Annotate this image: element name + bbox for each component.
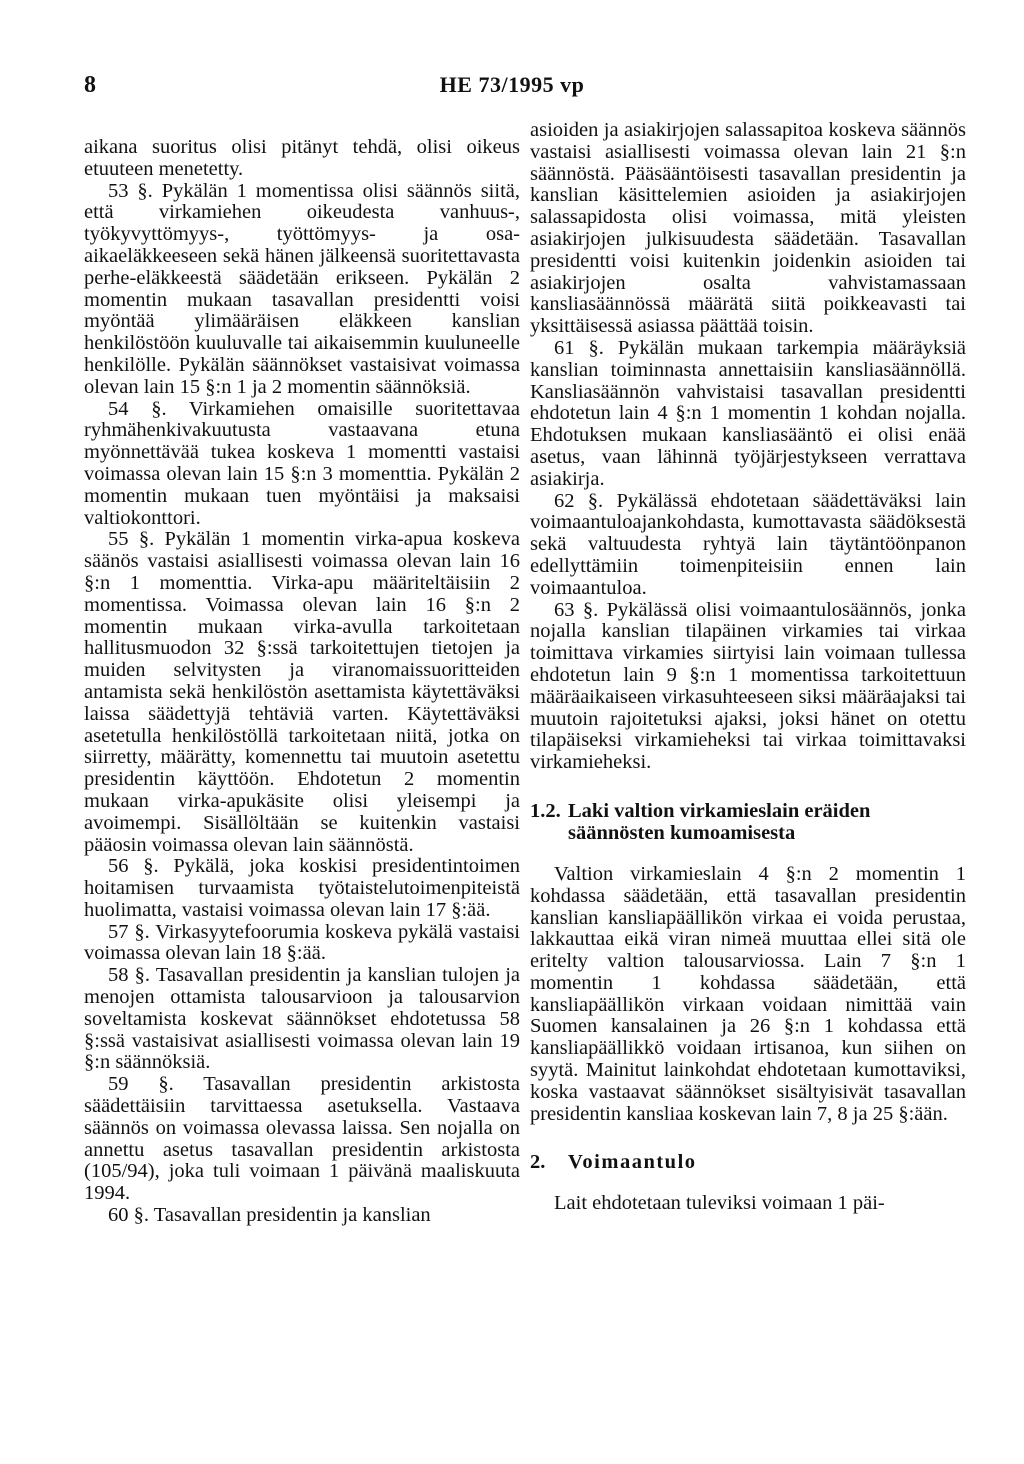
paragraph-56: 56 §. Pykälä, joka koskisi presidentintoimen hoitamisen turvaamista työtaistelutoimenpiteistä huolimatta, vastaisi voimassa olevan lain 17 §:ää. bbox=[84, 855, 520, 921]
section-heading-2 bbox=[530, 1151, 966, 1173]
paragraph: Lait ehdotetaan tuleviksi voimaan 1 päi- bbox=[554, 1192, 885, 1215]
paragraph: asioiden ja asiakirjojen salassapitoa koskeva säännös vastaisi asiallisesti voimassa olevan lain 21 §:n säännöstä. Pääsääntöisesti tasavallan presidentin ja kanslian käsittelemien asioiden ja asiakirjojen salassapidosta olisi voimassa, mitä yleisten asiakirjojen julkisuudesta säädetään. Tasavallan presidentti voisi kuitenkin joidenkin asioiden tai asiakirjojen osalta vahvistamassaan kansliasäännössä määrätä siitä poikkeavasti tai yksittäisessä asiassa päättää toisin. bbox=[530, 119, 966, 338]
left-column bbox=[84, 137, 520, 1227]
paragraph-61: 61 §. Pykälän mukaan tarkempia määräyksiä kanslian toiminnasta annettaisiin kansliasäännöllä. Kansliasäännön vahvistaisi tasavallan presidentti ehdotetun lain 4 §:n 1 momentin 1 kohdan nojalla. Ehdotuksen mukaan kansliasääntö ei olisi enää asetus, vaan lähinnä työjärjestykseen verrattava asiakirja. bbox=[530, 336, 966, 490]
document-id: HE 73/1995 vp bbox=[439, 72, 585, 97]
paragraph-54: 54 §. Virkamiehen omaisille suoritettavaa ryhmähenkivakuutusta vastaavana etuna myönnettävää tukea koskeva 1 momentti vastaisi voimassa olevan lain 15 §:n 3 momenttia. Pykälän 2 momentin mukaan tuen myöntäisi ja maksaisi valtiokonttori. bbox=[84, 397, 520, 529]
section-title: Laki valtion virkamieslain eräiden säännösten kumoamisesta bbox=[568, 799, 871, 844]
paragraph-63: 63 §. Pykälässä olisi voimaantulosäännös, jonka nojalla kanslian tilapäinen virkamies tai virkaa toimittava virkamies siirtyisi lain voimaan tullessa ehdotetun lain 9 §:n 1 momentissa tarkoitettuun määräaikaiseen virkasuhteeseen siksi määräajaksi tai muutoin rajoitetuksi ajaksi, joksi hänet on otettu tilapäiseksi virkamieheksi tai virkaa toimittavaksi virkamieheksi. bbox=[530, 598, 966, 774]
section-number: 1.2. bbox=[530, 799, 561, 822]
paragraph-55: 55 §. Pykälän 1 momentin virka-apua koskeva säänös vastaisi asiallisesti voimassa olevan lain 16 §:n 1 momenttia. Virka-apu määriteltäisiin 2 momentissa. Voimassa olevan lain 16 §:n 2 momentin mukaan virka-avulla tarkoitetaan hallitusmuodon 32 §:ssä tarkoitettujen tietojen ja muiden selvitysten ja viranomaissuoritteiden antamista sekä henkilöstön asettamista käytettäväksi laissa säädettyjä tehtäviä varten. Käytettäväksi asetetulla henkilöstöllä tarkoitetaan niitä, jotka on siirretty, määrätty, komennettu tai muutoin asetettu presidentin käyttöön. Ehdotetun 2 momentin mukaan virka-apukäsite olisi yleisempi ja avoimempi. Sisällöltään se kuitenkin vastaisi pääosin voimassa olevan lain säännöstä. bbox=[84, 528, 520, 856]
paragraph-57: 57 §. Virkasyytefoorumia koskeva pykälä vastaisi voimassa olevan lain 18 §:ää. bbox=[84, 920, 520, 965]
section-heading-1-2 bbox=[530, 800, 966, 844]
section-title: Voimaantulo bbox=[568, 1151, 697, 1174]
paragraph-59: 59 §. Tasavallan presidentin arkistosta säädettäisiin tarvittaessa asetuksella. Vastaava säännös on voimassa olevassa laissa. Sen nojalla on annettu asetus tasavallan presidentin arkistosta (105/94), joka tuli voimaan 1 päivänä maaliskuuta 1994. bbox=[84, 1073, 520, 1205]
paragraph-58: 58 §. Tasavallan presidentin ja kanslian tulojen ja menojen ottamista talousarvioon ja talousarvion soveltamista koskevat säännökset ehdotetussa 58 §:ssä vastaisivat asiallisesti voimassa olevan lain 19 §:n säännöksiä. bbox=[84, 964, 520, 1074]
paragraph-53: 53 §. Pykälän 1 momentissa olisi säännös siitä, että virkamiehen oikeudesta vanhuus-, työkyvyttömyys-, työttömyys- ja osa-aikaeläkkeeseen sekä hänen jälkeensä suoritettavasta perhe-eläkkeestä säädetään erikseen. Pykälän 2 momentin mukaan tasavallan presidentti voisi myöntää ylimääräisen eläkkeen kanslian henkilöstöön kuuluvalle tai aikaisemmin kuuluneelle henkilölle. Pykälän säännökset vastaisivat voimassa olevan lain 15 §:n 1 ja 2 momentin säännöksiä. bbox=[84, 179, 520, 398]
section-number: 2. bbox=[530, 1151, 546, 1174]
page-number: 8 bbox=[84, 72, 96, 98]
paragraph: Valtion virkamieslain 4 §:n 2 momentin 1 kohdassa säädetään, että tasavallan presidentin kanslian kansliapäällikön virkaa ei voida perustaa, lakkauttaa eikä viran nimeä muuttaa ellei sitä ole eritelty valtion talousarviossa. Lain 7 §:n 1 momentin 1 kohdassa säädetään, että kansliapäällikön virkaan voidaan nimittää vain Suomen kansalainen ja 26 §:n 1 kohdassa että kansliapäällikkö voidaan irtisanoa, kun siihen on syytä. Mainitut lainkohdat ehdotetaan kumottaviksi, koska vastaavat säännökset sisältyisivät tasavallan presidentin kansliaa koskevan lain 7, 8 ja 25 §:ään. bbox=[530, 862, 966, 1125]
paragraph-60: 60 §. Tasavallan presidentin ja kanslian bbox=[108, 1204, 431, 1227]
paragraph-62: 62 §. Pykälässä ehdotetaan säädettäväksi lain voimaantuloajankohdasta, kumottavasta säädöksestä sekä valtuudesta ryhtyä lain täytäntöönpanon edellyttämiin toimenpiteisiin ennen lain voimaantuloa. bbox=[530, 489, 966, 599]
right-column bbox=[530, 120, 966, 1215]
paragraph: aikana suoritus olisi pitänyt tehdä, olisi oikeus etuuteen menetetty. bbox=[84, 136, 520, 180]
